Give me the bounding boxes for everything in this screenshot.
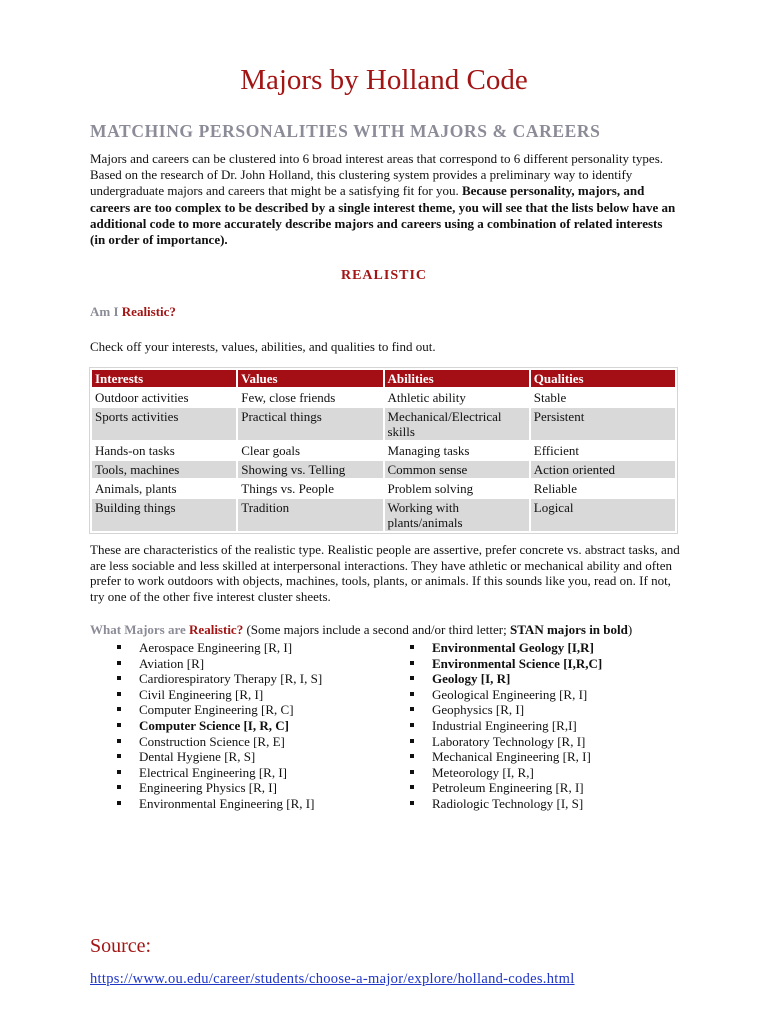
- list-item: [117, 718, 322, 734]
- table-row: [92, 480, 675, 497]
- list-item: [410, 765, 602, 781]
- majors-heading-note-bold: STAN majors in bold: [510, 622, 628, 637]
- list-item: [410, 687, 602, 703]
- list-item: [117, 796, 322, 812]
- list-item: [410, 656, 602, 672]
- major-name: Radiologic Technology [I, S]: [432, 795, 584, 811]
- source-link[interactable]: https://www.ou.edu/career/students/choose-a-major/explore/holland-codes.html: [90, 971, 575, 987]
- bullet-icon: [117, 661, 121, 665]
- table-cell: Tradition: [238, 499, 382, 531]
- major-name: Aviation [R]: [139, 655, 205, 671]
- table-cell: Athletic ability: [385, 389, 529, 406]
- list-item: [410, 640, 602, 656]
- bullet-icon: [410, 723, 414, 727]
- table-header-cell: Abilities: [385, 370, 529, 387]
- major-name: Geophysics [R, I]: [432, 702, 525, 718]
- list-item: [410, 718, 602, 734]
- table-header-cell: Qualities: [531, 370, 675, 387]
- table-cell: Few, close friends: [238, 389, 382, 406]
- table-row: [92, 442, 675, 459]
- table-header-cell: Values: [238, 370, 382, 387]
- list-item: [117, 734, 322, 750]
- table-cell: Tools, machines: [92, 461, 236, 478]
- table-cell: Stable: [531, 389, 675, 406]
- list-item: [410, 671, 602, 687]
- majors-heading: [90, 622, 632, 638]
- am-i-prefix: Am I: [90, 304, 122, 319]
- list-item: [410, 749, 602, 765]
- table-row: [92, 389, 675, 406]
- bullet-icon: [117, 645, 121, 649]
- bullet-icon: [410, 645, 414, 649]
- table-header-row: [92, 370, 675, 387]
- table-row: [92, 461, 675, 478]
- table-cell: Mechanical/Electrical skills: [385, 408, 529, 440]
- list-item: [117, 656, 322, 672]
- intro-paragraph: [90, 151, 680, 248]
- list-item: [117, 640, 322, 656]
- table-cell: Animals, plants: [92, 480, 236, 497]
- table-row: [92, 499, 675, 531]
- table-cell: Managing tasks: [385, 442, 529, 459]
- bullet-icon: [117, 707, 121, 711]
- bullet-icon: [117, 692, 121, 696]
- major-name: Engineering Physics [R, I]: [139, 780, 277, 796]
- list-item: [117, 749, 322, 765]
- list-item: [117, 687, 322, 703]
- major-name: Computer Engineering [R, C]: [139, 702, 294, 718]
- bullet-icon: [410, 692, 414, 696]
- table-row: [92, 408, 675, 440]
- major-name: Geology [I, R]: [432, 671, 511, 687]
- major-name: Computer Science [I, R, C]: [139, 717, 289, 733]
- bullet-icon: [410, 661, 414, 665]
- major-name: Mechanical Engineering [R, I]: [432, 749, 591, 765]
- list-item: [117, 765, 322, 781]
- list-item: [410, 780, 602, 796]
- list-item: [117, 671, 322, 687]
- table-cell: Reliable: [531, 480, 675, 497]
- bullet-icon: [117, 801, 121, 805]
- table-cell: Logical: [531, 499, 675, 531]
- traits-table: [89, 367, 678, 534]
- page-subtitle: MATCHING PERSONALITIES WITH MAJORS & CAREERS: [90, 121, 601, 141]
- bullet-icon: [410, 801, 414, 805]
- major-name: Cardiorespiratory Therapy [R, I, S]: [139, 671, 323, 687]
- table-cell: Building things: [92, 499, 236, 531]
- table-cell: Sports activities: [92, 408, 236, 440]
- major-name: Geological Engineering [R, I]: [432, 686, 588, 702]
- major-name: Petroleum Engineering [R, I]: [432, 780, 584, 796]
- table-header-cell: Interests: [92, 370, 236, 387]
- am-i-question: [90, 304, 176, 320]
- check-off-instruction: Check off your interests, values, abilities, and qualities to find out.: [90, 339, 436, 354]
- table-cell: Showing vs. Telling: [238, 461, 382, 478]
- majors-list-right: [410, 640, 602, 812]
- bullet-icon: [117, 676, 121, 680]
- bullet-icon: [410, 754, 414, 758]
- majors-heading-note: (Some majors include a second and/or third letter;: [243, 622, 510, 637]
- major-name: Construction Science [R, E]: [139, 733, 285, 749]
- bullet-icon: [117, 739, 121, 743]
- list-item: [410, 702, 602, 718]
- section-heading-realistic: REALISTIC: [340, 268, 428, 283]
- table-cell: Hands-on tasks: [92, 442, 236, 459]
- list-item: [410, 796, 602, 812]
- table-cell: Action oriented: [531, 461, 675, 478]
- intro-bold-text: Because personality, majors, and careers are too complex to be described by a single interest theme, you will see that the lists below have an additional code to more accurately describe majors and careers using a combination of related interests (in order of importance).: [90, 183, 676, 248]
- major-name: Industrial Engineering [R,I]: [432, 717, 577, 733]
- major-name: Civil Engineering [R, I]: [139, 686, 264, 702]
- bullet-icon: [410, 739, 414, 743]
- table-cell: Common sense: [385, 461, 529, 478]
- major-name: Laboratory Technology [R, I]: [432, 733, 586, 749]
- list-item: [410, 734, 602, 750]
- major-name: Environmental Engineering [R, I]: [139, 795, 315, 811]
- bullet-icon: [410, 770, 414, 774]
- major-name: Environmental Science [I,R,C]: [432, 655, 603, 671]
- major-name: Environmental Geology [I,R]: [432, 640, 594, 655]
- table-cell: Efficient: [531, 442, 675, 459]
- source-label: Source:: [90, 935, 152, 957]
- major-name: Dental Hygiene [R, S]: [139, 749, 256, 765]
- majors-heading-note-end: ): [627, 622, 633, 637]
- major-name: Aerospace Engineering [R, I]: [139, 640, 293, 655]
- major-name: Electrical Engineering [R, I]: [139, 764, 287, 780]
- bullet-icon: [410, 707, 414, 711]
- table-cell: Working with plants/animals: [385, 499, 529, 531]
- list-item: [117, 780, 322, 796]
- table-cell: Clear goals: [238, 442, 382, 459]
- table-cell: Outdoor activities: [92, 389, 236, 406]
- bullet-icon: [410, 785, 414, 789]
- bullet-icon: [117, 785, 121, 789]
- table-cell: Things vs. People: [238, 480, 382, 497]
- intro-text: Majors and careers can be clustered into 6 broad interest areas that correspond to 6 different personality types. Based on the research of Dr. John Holland, this clustering system provides a preliminary way to identify undergraduate majors and careers that might be a satisfying fit for you.: [90, 151, 663, 199]
- bullet-icon: [117, 770, 121, 774]
- description-paragraph: These are characteristics of the realistic type. Realistic people are assertive, prefer concrete vs. abstract tasks, and are less sociable and less skilled at interpersonal interactions. They have athletic or mechanical ability and often prefer to work outdoors with objects, machines, tools, plants, or animals. If this sounds like you, read on. If not, try one of the other five interest cluster sheets.: [90, 542, 680, 604]
- majors-heading-prefix: What Majors are: [90, 622, 190, 637]
- page-title: Majors by Holland Code: [240, 64, 528, 96]
- bullet-icon: [117, 723, 121, 727]
- majors-list-left: [117, 640, 322, 812]
- table-cell: Problem solving: [385, 480, 529, 497]
- table-cell: Persistent: [531, 408, 675, 440]
- major-name: Meteorology [I, R,]: [432, 764, 534, 780]
- majors-heading-highlight: Realistic?: [189, 622, 244, 637]
- list-item: [117, 702, 322, 718]
- table-cell: Practical things: [238, 408, 382, 440]
- am-i-highlight: Realistic?: [121, 304, 176, 319]
- bullet-icon: [117, 754, 121, 758]
- bullet-icon: [410, 676, 414, 680]
